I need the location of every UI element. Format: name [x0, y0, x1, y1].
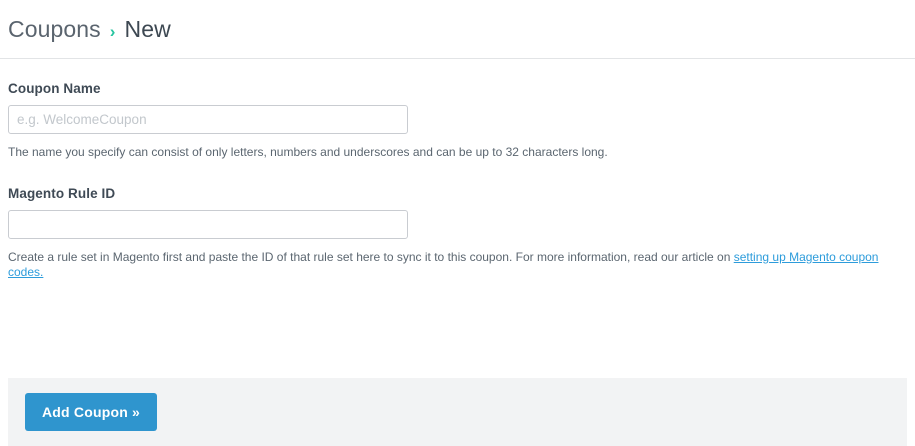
magento-coupon-codes-link[interactable]: setting up Magento coupon codes. [8, 249, 879, 280]
magento-rule-id-input[interactable] [8, 210, 408, 239]
coupon-name-input[interactable] [8, 105, 408, 134]
breadcrumb-root-link[interactable]: Coupons [8, 15, 101, 42]
add-coupon-button[interactable]: Add Coupon » [25, 393, 157, 431]
breadcrumb-current: New [124, 15, 171, 42]
breadcrumb [8, 16, 171, 43]
form-action-bar [8, 378, 907, 446]
magento-rule-id-help [8, 250, 907, 281]
field-magento-rule-id [8, 186, 907, 281]
field-coupon-name [8, 81, 907, 161]
magento-rule-id-label: Magento Rule ID [8, 185, 116, 201]
page-header [0, 0, 915, 59]
magento-rule-id-help-text: Create a rule set in Magento first and paste the ID of that rule set here to sync it to this coupon. For more information, read our article on [8, 249, 734, 264]
coupon-name-label: Coupon Name [8, 81, 101, 96]
breadcrumb-separator-icon: › [109, 21, 116, 41]
coupon-name-help: The name you specify can consist of only letters, numbers and underscores and can be up to 32 characters long. [8, 145, 608, 159]
coupon-form [0, 59, 915, 281]
